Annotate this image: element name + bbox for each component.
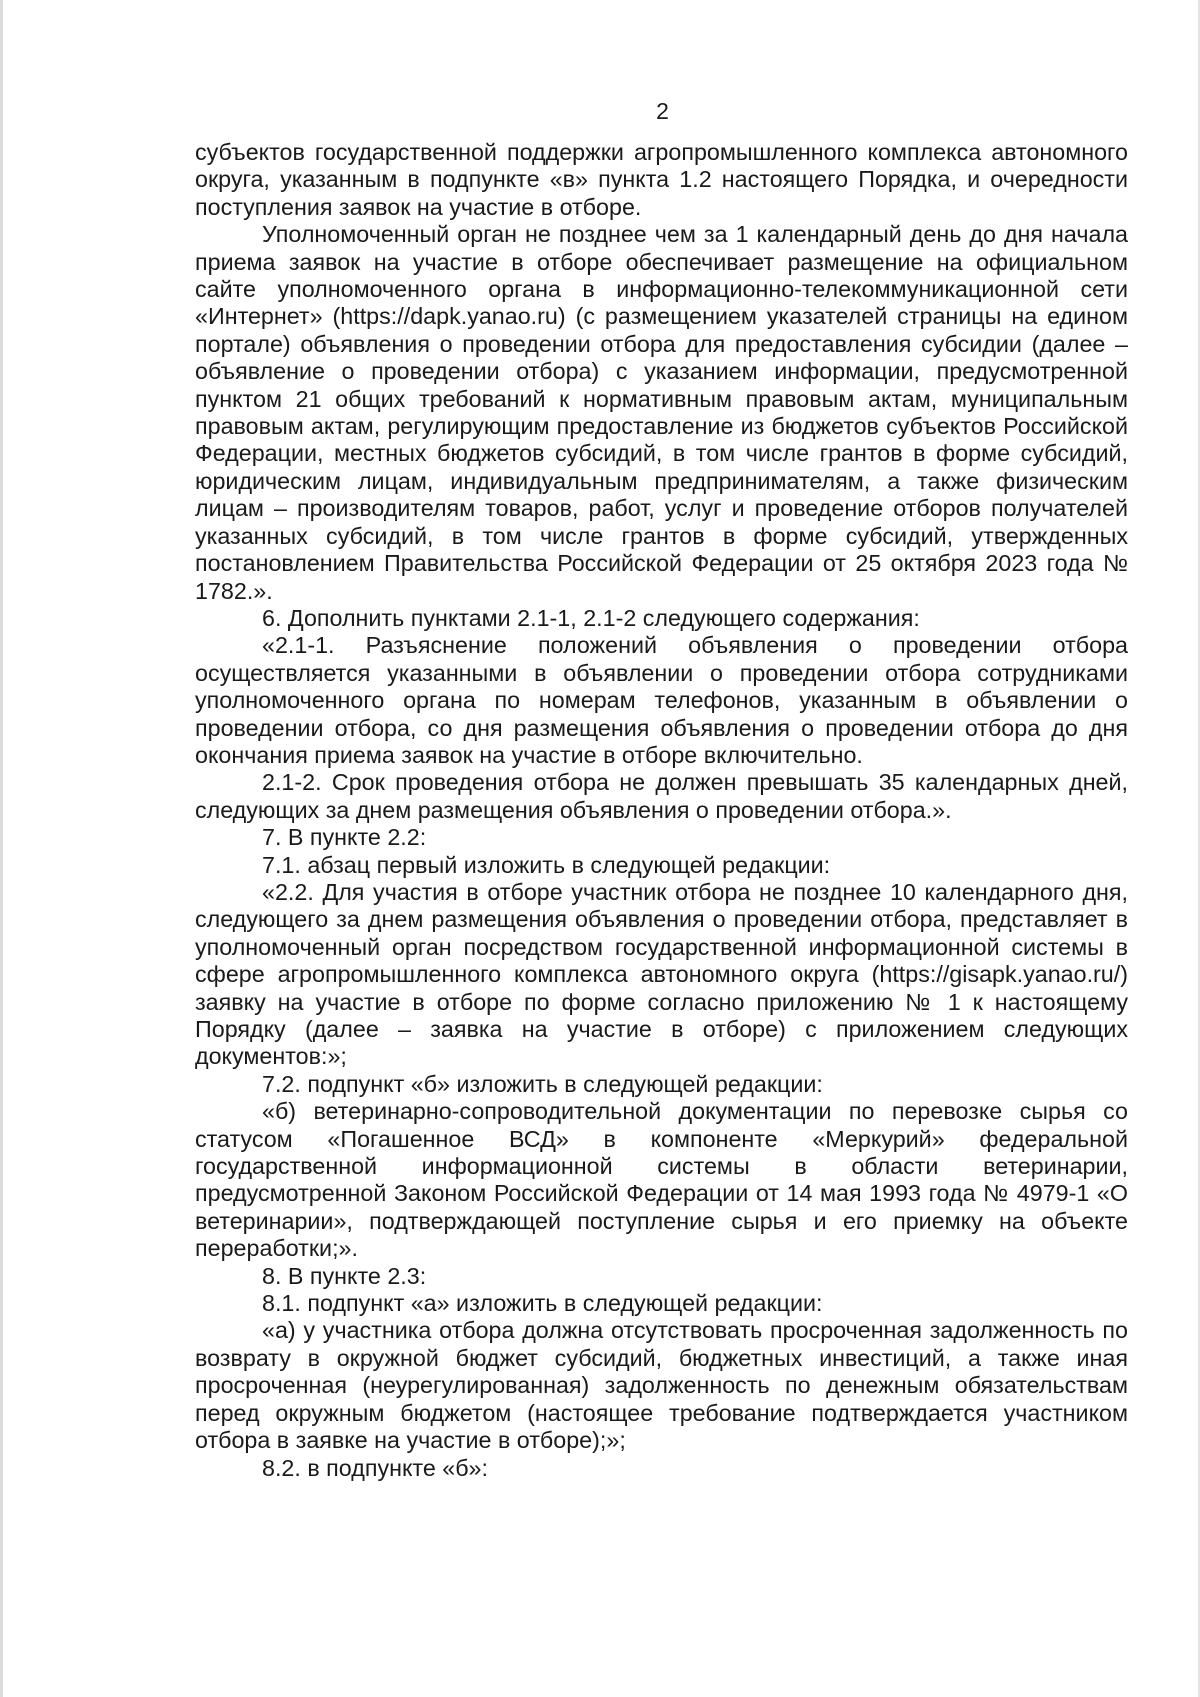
paragraph-announcement: Уполномоченный орган не позднее чем за 1 календарный день до дня начала приема заявок на участие в отборе обеспечивает размещение на официальном сайте уполномоченного органа в информационно-телекоммуникационной сети «Интернет» (https://dapk.yanao.ru) (с размещением указателей страницы на едином портале) объявления о проведении отбора для предоставления субсидии (далее – объявление о проведении отбора) с указанием информации, предусмотренной пунктом 21 общих требований к нормативным правовым актам, муниципальным правовым актам, регулирующим предоставление из бюджетов субъектов Российской Федерации, местных бюджетов субсидий, в том числе грантов в форме субсидий, юридическим лицам, индивидуальным предпринимателям, а также физическим лицам – производителям товаров, работ, услуг и проведение отборов получателей указанных субсидий, в том числе грантов в форме субсидий, утвержденных постановлением Правительства Российской Федерации от 25 октября 2023 года № 1782.». xyxy=(195,221,1128,604)
paragraph-item-7: 7. В пункте 2.2: xyxy=(262,824,427,851)
paragraph-item-7-2: 7.2. подпункт «б» изложить в следующей редакции: xyxy=(262,1070,823,1097)
document-body xyxy=(195,139,1128,1482)
paragraph-item-7-1: 7.1. абзац первый изложить в следующей редакции: xyxy=(262,851,831,878)
paragraph-subitem-a: «а) у участника отбора должна отсутствовать просроченная задолженность по возврату в окружной бюджет субсидий, бюджетных инвестиций, а также иная просроченная (неурегулированная) задолженность по денежным обязательствам перед окружным бюджетом (настоящее требование подтверждается участником отбора в заявке на участие в отборе);»; xyxy=(195,1317,1128,1454)
paragraph-item-8-1: 8.1. подпункт «а» изложить в следующей редакции: xyxy=(262,1290,823,1317)
paragraph-continuation: субъектов государственной поддержки агропромышленного комплекса автономного округа, указанным в подпункте «в» пункта 1.2 настоящего Порядка, и очередности поступления заявок на участие в отборе. xyxy=(195,139,1128,220)
paragraph-2-1-2: 2.1-2. Срок проведения отбора не должен превышать 35 календарных дней, следующих за днем размещения объявления о проведении отбора.». xyxy=(195,769,1128,823)
page-number: 2 xyxy=(656,98,669,124)
paragraph-subitem-b: «б) ветеринарно-сопроводительной документации по перевозке сырья со статусом «Погашенное ВСД» в компоненте «Меркурий» федеральной государственной информационной системы в области ветеринарии, предусмотренной Законом Российской Федерации от 14 мая 1993 года № 4979-1 «О ветеринарии», подтверждающей поступление сырья и его приемку на объекте переработки;». xyxy=(195,1098,1128,1262)
paragraph-2-1-1: «2.1-1. Разъяснение положений объявления о проведении отбора осуществляется указанными в объявлении о проведении отбора сотрудниками уполномоченного органа по номерам телефонов, указанным в объявлении о проведении отбора, со дня размещения объявления о проведении отбора до дня окончания приема заявок на участие в отборе включительно. xyxy=(195,632,1128,768)
paragraph-2-2: «2.2. Для участия в отборе участник отбора не позднее 10 календарного дня, следующего за днем размещения объявления о проведении отбора, представляет в уполномоченный орган посредством государственной информационной системы в сфере агропромышленного комплекса автономного округа (https://gisapk.yanao.ru/) заявку на участие в отборе по форме согласно приложению № 1 к настоящему Порядку (далее – заявка на участие в отборе) с приложением следующих документов:»; xyxy=(195,878,1128,1070)
paragraph-item-6: 6. Дополнить пунктами 2.1-1, 2.1-2 следующего содержания: xyxy=(262,604,920,631)
page-edge-left xyxy=(0,0,3,1697)
paragraph-item-8: 8. В пункте 2.3: xyxy=(262,1262,427,1289)
paragraph-item-8-2: 8.2. в подпункте «б»: xyxy=(262,1454,488,1481)
